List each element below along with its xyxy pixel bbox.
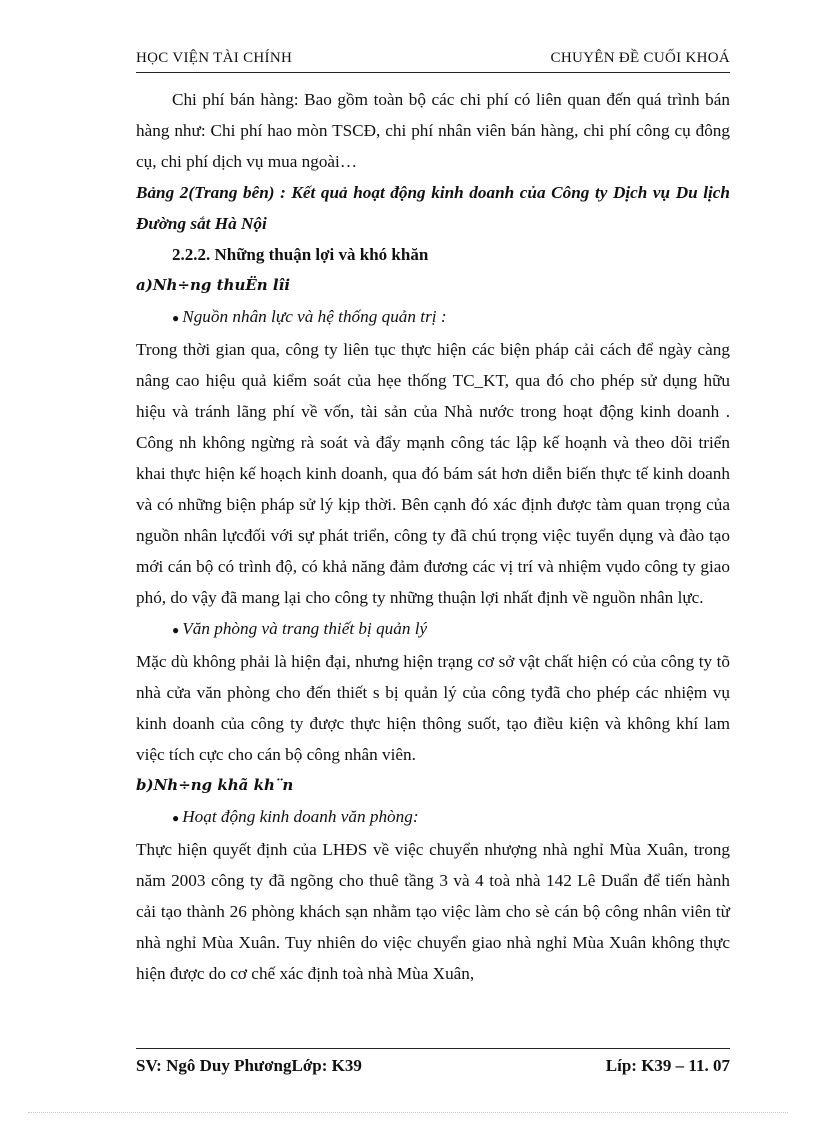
bullet-office-business	[136, 801, 730, 834]
bullet-text: Nguồn nhân lực và hệ thống quản trị :	[182, 307, 447, 326]
bullet-icon: ●	[172, 811, 180, 825]
bullet-office-equipment	[136, 613, 730, 646]
footer-student: SV: Ngô Duy PhươngLớp: K39	[136, 1056, 362, 1075]
header-document-type: CHUYÊN ĐỀ CUỐI KHOÁ	[550, 50, 730, 66]
bullet-text: Hoạt động kinh doanh văn phòng:	[182, 807, 419, 826]
bullet-text: Văn phòng và trang thiết bị quản lý	[182, 619, 428, 638]
paragraph-selling-expenses: Chi phí bán hàng: Bao gồm toàn bộ các chi phí có liên quan đến quá trình bán hàng như: Chi phí hao mòn TSCĐ, chi phí nhân viên bán hàng, chi phí công cụ đông cụ, chi phí dịch vụ mua ngoài…	[136, 90, 730, 171]
bullet-human-resources	[136, 301, 730, 334]
table-caption: Bảng 2(Trang bên) : Kết quả hoạt động kinh doanh của Công ty Dịch vụ Du lịch Đường sắt Hà Nội	[136, 183, 730, 233]
header-divider	[136, 72, 730, 73]
paragraph-office-business: Thực hiện quyết định của LHĐS về việc chuyển nhượng nhà nghỉ Mùa Xuân, trong năm 2003 công ty đã ngõng cho thuê tầng 3 và 4 toà nhà 142 Lê Duẩn để tiến hành cải tạo thành 26 phòng khách sạn nhằm tạo việc làm cho sè cán bộ công nhân viên từ nhà nghỉ Mùa Xuân. Tuy nhiên do việc chuyển giao nhà nghỉ Mùa Xuân không thực hiện được do cơ chế xác định toà nhà Mùa Xuân,	[136, 840, 730, 983]
paragraph-human-resources: Trong thời gian qua, công ty liên tục thực hiện các biện pháp cải cách để ngày càng nâng cao hiệu quả kiểm soát của hẹe thống TC_KT, qua đó cho phép sử dụng hữu hiệu và tránh lãng phí về vốn, tài sản của Nhà nước trong hoạt động kinh doanh . Công nh không ngừng rà soát và đẩy mạnh công tác lập kế hoạnh và theo dõi triển khai thực hiện kế hoạch kinh doanh, qua đó bám sát hơn diễn biến thực tế kinh doanh và có những biện pháp sử lý kịp thời. Bên cạnh đó xác định được tàm quan trọng của nguồn nhân lựcđối với sự phát triển, công ty đã chú trọng việc tuyển dụng và đào tạo mới cán bộ có trình độ, có khả năng đảm đương các vị trí và nhiệm vụdo công ty giao phó, do vậy đã mang lại cho công ty những thuận lợi nhất định về nguồn nhân lực.	[136, 340, 730, 607]
section-heading: 2.2.2. Những thuận lợi và khó khăn	[172, 245, 429, 264]
bullet-icon: ●	[172, 623, 180, 637]
subheading-difficulties: b)Nh÷ng khã kh¨n	[136, 776, 294, 794]
page-bottom-edge	[28, 1112, 788, 1113]
header-institution: HỌC VIỆN TÀI CHÍNH	[136, 50, 293, 66]
paragraph-office-equipment: Mặc dù không phải là hiện đại, nhưng hiện trạng cơ sở vật chất hiện có của công ty tõ nhà cửa văn phòng cho đến thiết s bị quản lý của công tyđã cho phép các nhiệm vụ kinh doanh của công ty được thực hiện thông suốt, tạo điều kiện và không khí lam việc tích cực cho cán bộ công nhân viên.	[136, 652, 730, 764]
footer-class: Líp: K39 – 11. 07	[605, 1056, 730, 1075]
subheading-advantages: a)Nh÷ng thuËn lîi	[136, 276, 291, 294]
bullet-icon: ●	[172, 311, 180, 325]
footer-divider	[136, 1048, 730, 1049]
page-body	[136, 84, 730, 989]
page-header	[136, 48, 730, 72]
